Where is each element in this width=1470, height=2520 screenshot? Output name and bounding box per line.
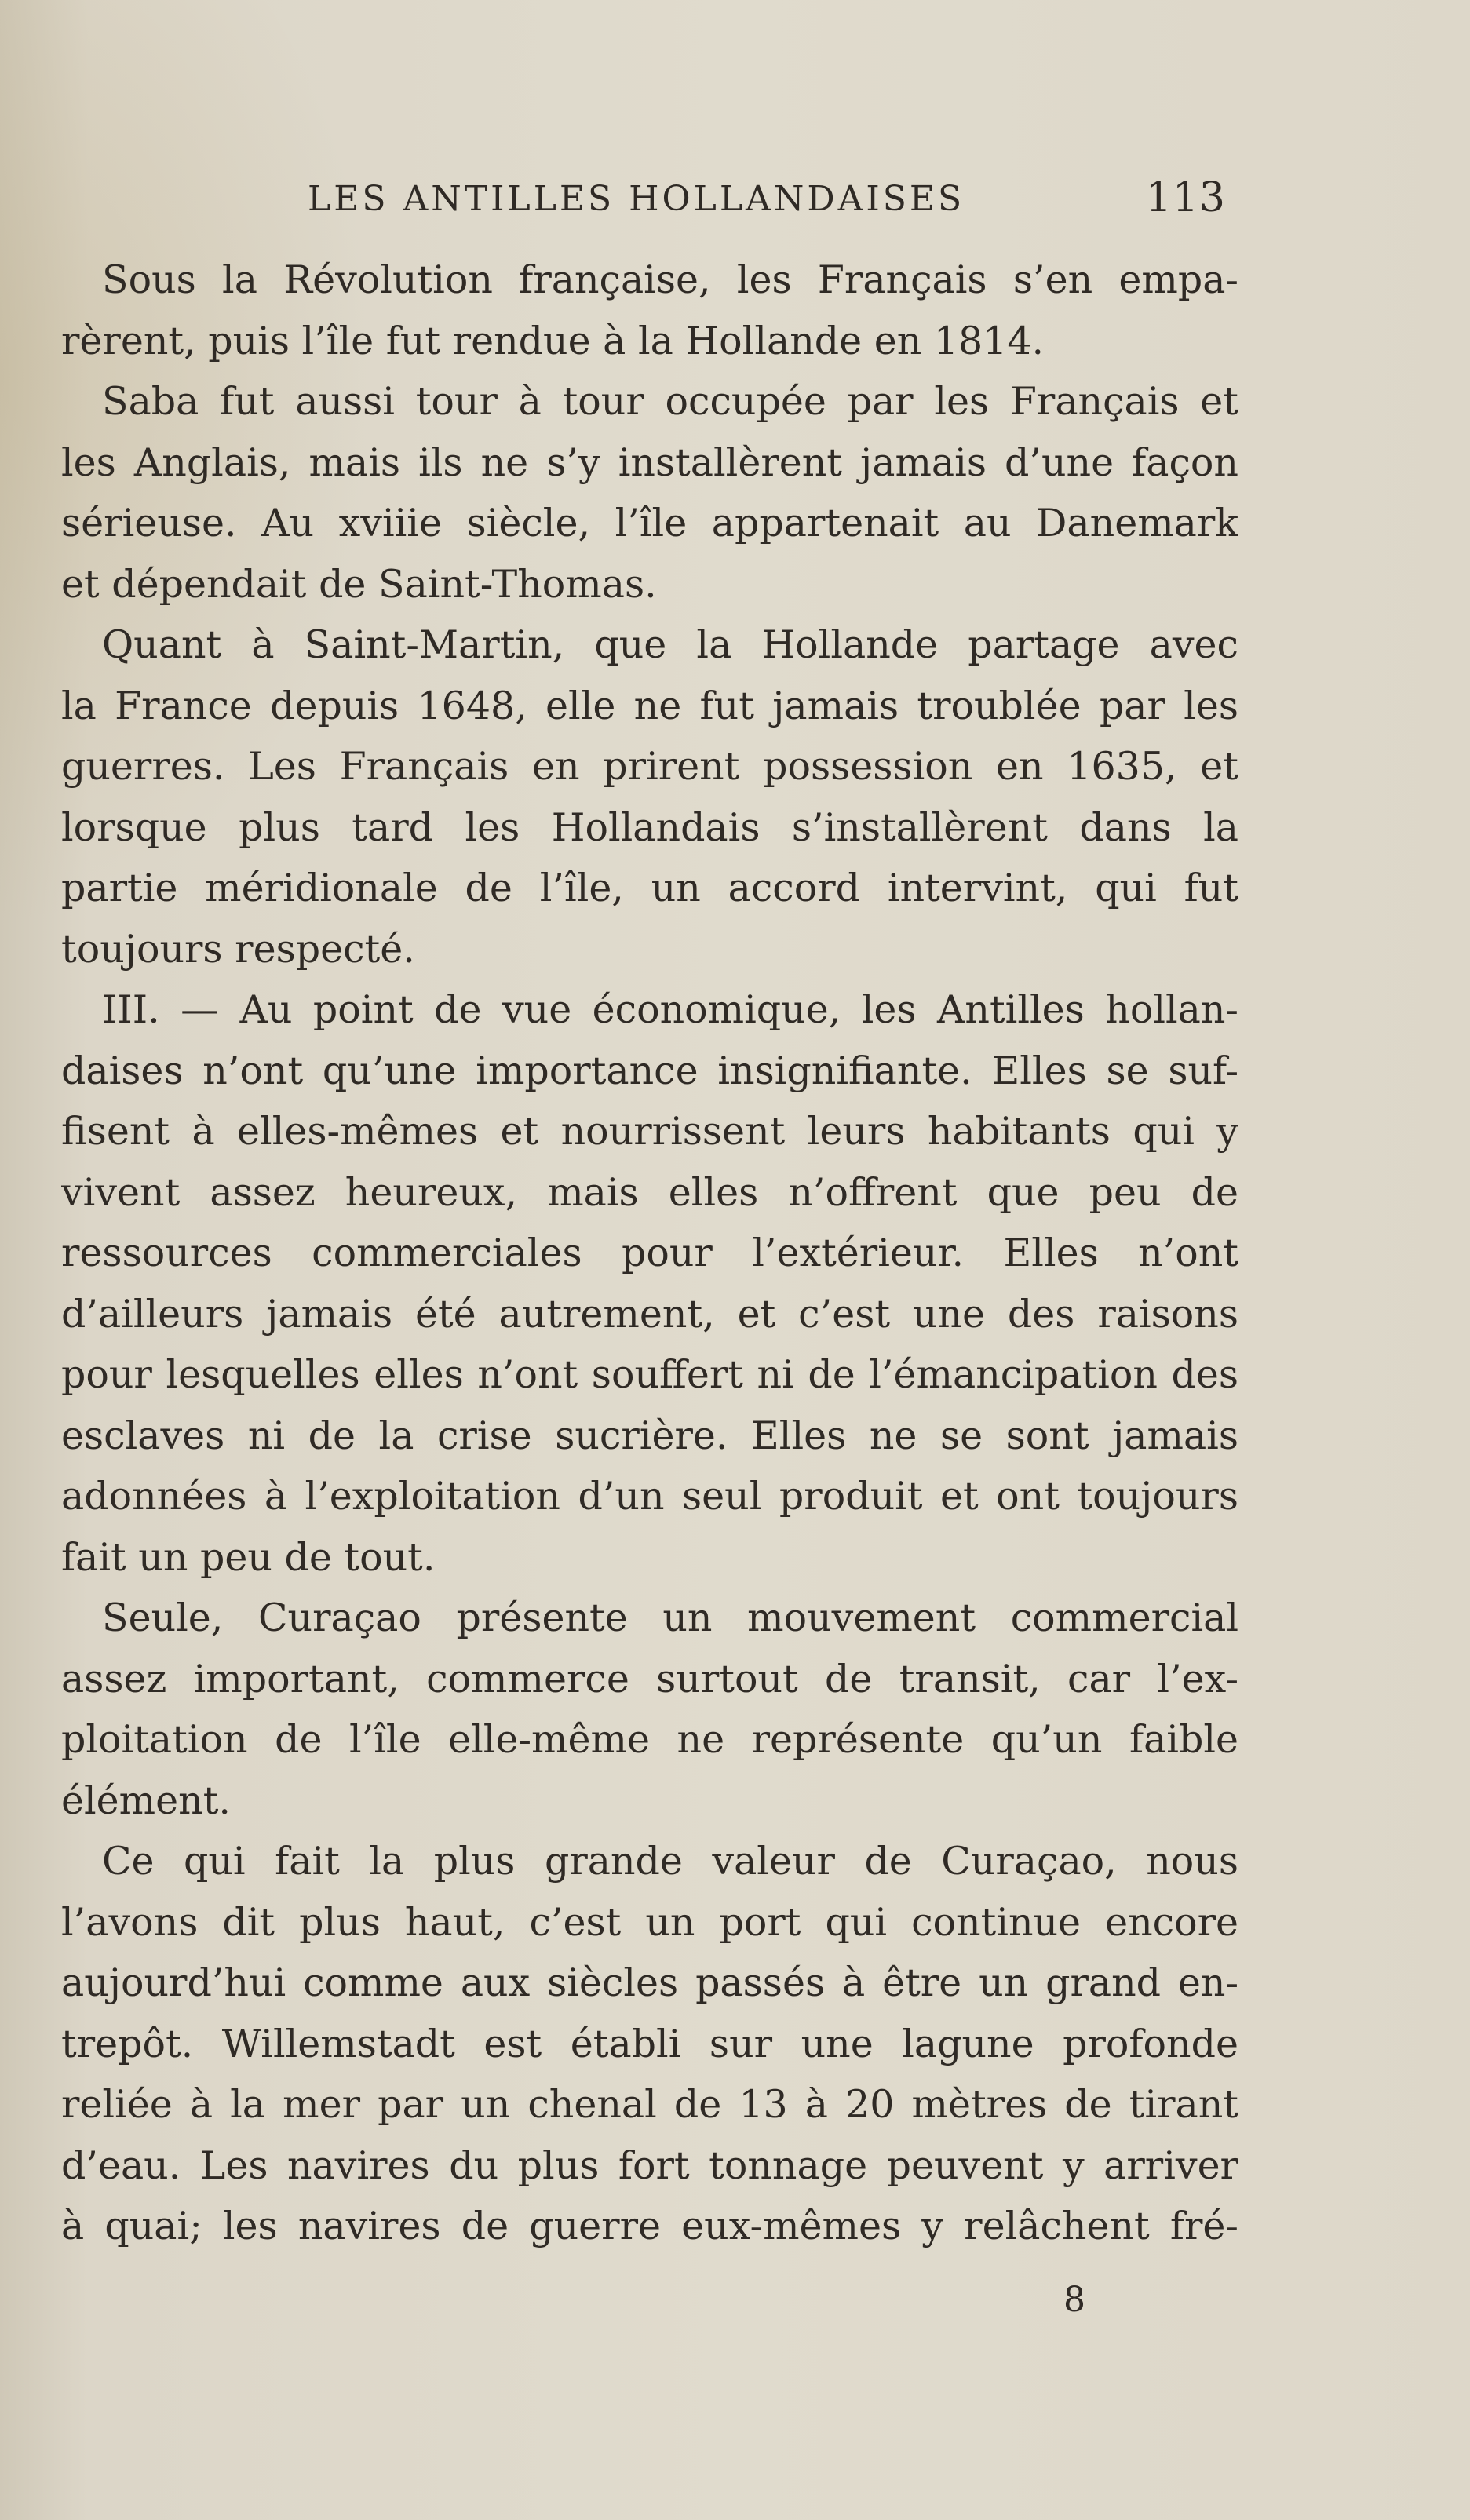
text-line: fait un peu de tout. bbox=[61, 1534, 436, 1580]
text-line: l’avons dit plus haut, c’est un port qui continue encore bbox=[61, 1899, 1238, 1945]
text-line: élément. bbox=[61, 1778, 231, 1823]
text-line: Seule, Curaçao présente un mouvement commercial bbox=[102, 1596, 1238, 1640]
text-line: III. — Au point de vue économique, les Antilles hollan- bbox=[102, 987, 1238, 1032]
text-line: esclaves ni de la crise sucrière. Elles ne se sont jamais bbox=[61, 1413, 1238, 1458]
page-header bbox=[308, 174, 1226, 229]
text-line: d’eau. Les navires du plus fort tonnage peuvent y arriver bbox=[61, 2143, 1238, 2188]
text-line: aujourd’hui comme aux siècles passés à être un grand en- bbox=[61, 1960, 1238, 2005]
text-line: lorsque plus tard les Hollandais s’installèrent dans la bbox=[61, 804, 1238, 850]
text-line: Ce qui fait la plus grande valeur de Curaçao, nous bbox=[102, 1839, 1238, 1884]
text-line: ploitation de l’île elle-même ne représente qu’un faible bbox=[61, 1717, 1238, 1762]
text-line: daises n’ont qu’une importance insignifiante. Elles se suf- bbox=[61, 1048, 1238, 1093]
text-line: la France depuis 1648, elle ne fut jamais troublée par les bbox=[61, 683, 1238, 728]
text-line: fisent à elles-mêmes et nourrissent leurs habitants qui y bbox=[61, 1109, 1238, 1154]
text-line: les Anglais, mais ils ne s’y installèrent jamais d’une façon bbox=[61, 439, 1238, 485]
text-line: assez important, commerce surtout de transit, car l’ex- bbox=[61, 1656, 1238, 1701]
text-line: d’ailleurs jamais été autrement, et c’est une des raisons bbox=[61, 1291, 1238, 1337]
text-line: Saba fut aussi tour à tour occupée par les Français et bbox=[102, 379, 1238, 424]
body-text bbox=[61, 250, 1238, 2257]
text-line: guerres. Les Français en prirent possession en 1635, et bbox=[61, 744, 1238, 789]
signature-mark: 8 bbox=[1063, 2280, 1085, 2320]
page-number: 113 bbox=[1145, 174, 1226, 221]
text-line: partie méridionale de l’île, un accord intervint, qui fut bbox=[61, 866, 1238, 910]
text-line: ressources commerciales pour l’extérieur. Elles n’ont bbox=[61, 1231, 1238, 1275]
running-title: LES ANTILLES HOLLANDAISES bbox=[308, 179, 965, 219]
text-line: Quant à Saint-Martin, que la Hollande partage avec bbox=[102, 622, 1238, 667]
text-line: reliée à la mer par un chenal de 13 à 20 mètres de tirant bbox=[61, 2082, 1238, 2127]
text-line: rèrent, puis l’île fut rendue à la Hollande en 1814. bbox=[61, 318, 1045, 363]
text-line: vivent assez heureux, mais elles n’offrent que peu de bbox=[61, 1169, 1238, 1215]
text-line: pour lesquelles elles n’ont souffert ni de l’émancipation des bbox=[61, 1352, 1238, 1397]
text-line: toujours respecté. bbox=[61, 926, 415, 972]
text-line: Sous la Révolution française, les Français s’en empa- bbox=[102, 257, 1238, 302]
text-line: adonnées à l’exploitation d’un seul produit et ont toujours bbox=[61, 1474, 1238, 1519]
text-line: et dépendait de Saint-Thomas. bbox=[61, 561, 657, 607]
text-line: à quai; les navires de guerre eux-mêmes y relâchent fré- bbox=[61, 2204, 1238, 2248]
text-line: trepôt. Willemstadt est établi sur une lagune profonde bbox=[61, 2021, 1238, 2066]
text-line: sérieuse. Au xviiie siècle, l’île appartenait au Danemark bbox=[61, 501, 1238, 545]
